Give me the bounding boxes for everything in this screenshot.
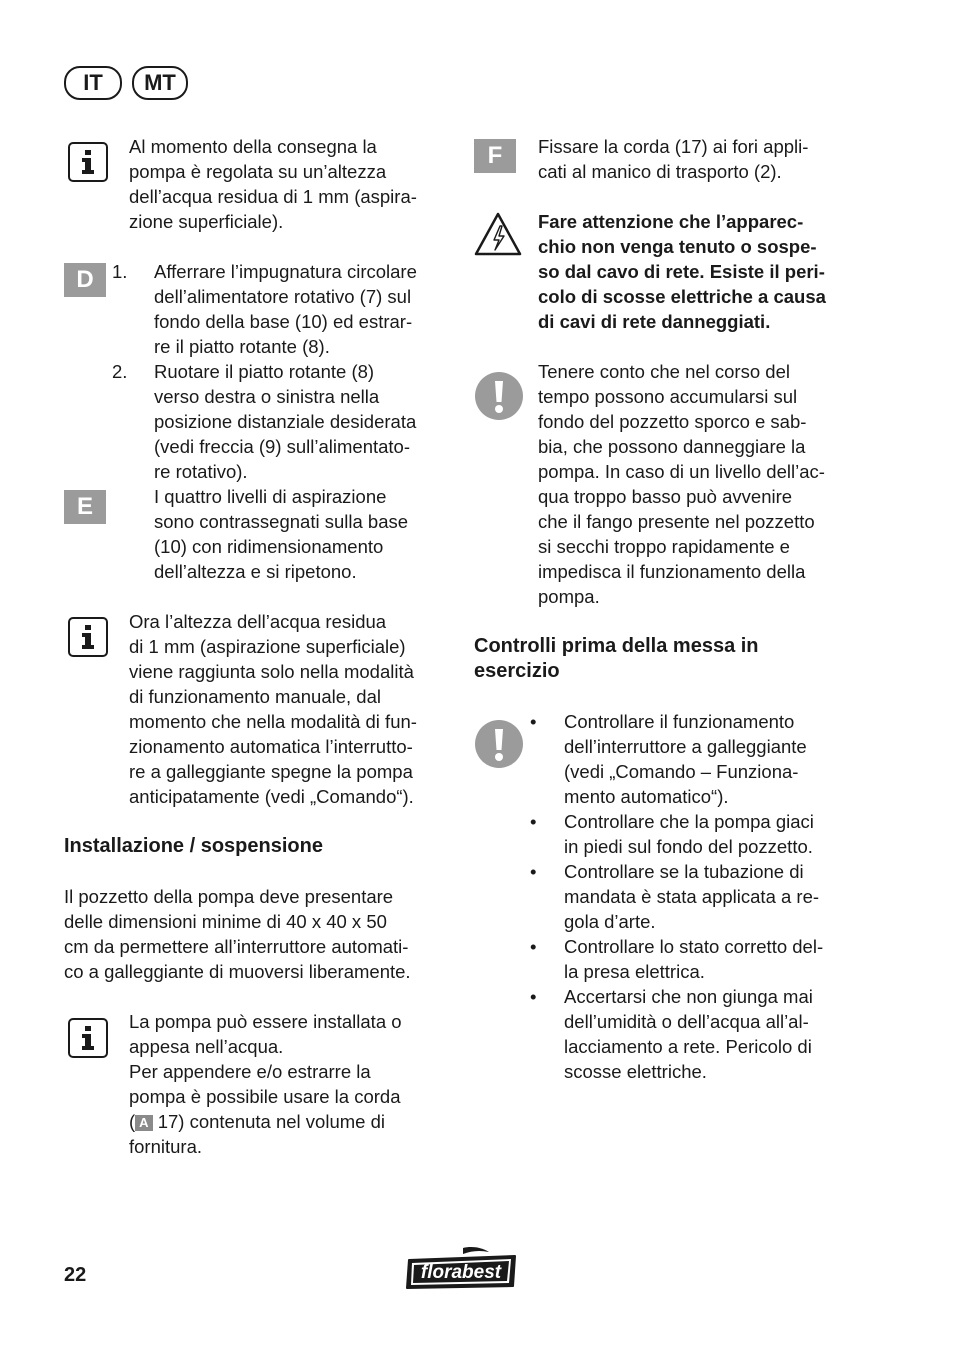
bullet: • [530, 986, 537, 1007]
page-number: 22 [64, 1264, 87, 1286]
figure-a-badge: A [135, 1115, 152, 1131]
list-item: Controllare il funzionamento dell’interruttore a galleggiante (vedi „Comando – Funziona- mento automatico“). [564, 711, 807, 807]
section-heading-installation: Installazione / sospensione [64, 835, 323, 857]
exclamation-icon [475, 720, 523, 768]
info-note-water-level: Ora l’altezza dell’acqua residua di 1 mm (aspirazione superficiale) viene raggiunta solo nella modalità di funzionamento manuale, dal momento che nella modalità di fun- zionamento automatica l’interrutto- re a galleggiante spegne la pompa anticipatamente (vedi „Comando“). [129, 611, 417, 807]
step-e-text: I quattro livelli di aspirazione sono contrassegnati sulla base (10) con ridimensionamento dell’altezza e si ripetono. [154, 486, 409, 582]
info-icon [68, 1018, 108, 1058]
step-label-f: F [474, 139, 516, 173]
info-note-hanging: La pompa può essere installata o appesa nell’acqua. Per appendere e/o estrarre la pompa è possibile usare la corda ( A 17) contenuta nel volume di fornitura. [129, 1011, 402, 1157]
step-label-e: E [64, 490, 106, 524]
step-number-1: 1. [112, 261, 128, 282]
bullet: • [530, 936, 537, 957]
step-number-2: 2. [112, 361, 128, 382]
info-note-delivery: Al momento della consegna la pompa è regolata su un’altezza dell’acqua residua di 1 mm (aspira- zione superficiale). [129, 136, 417, 232]
bullet: • [530, 811, 537, 832]
step-label-d: D [64, 263, 106, 297]
caution-text: Tenere conto che nel corso del tempo possono accumularsi sul fondo del pozzetto sporco e sab- bia, che possono danneggiare la pompa. In caso di un livello dell’ac- qua troppo basso può avvenire che il fango presente nel pozzetto si secchi troppo rapidamente e impedisca il funzionamento della pompa. [538, 361, 825, 607]
installation-paragraph: Il pozzetto della pompa deve presentare delle dimensioni minime di 40 x 40 x 50 cm da permettere all’interruttore automati- co a galleggiante di muoversi liberamente. [64, 886, 411, 982]
exclamation-icon [475, 372, 523, 420]
lang-badge-it: IT [64, 66, 122, 100]
electric-warning-text: Fare attenzione che l’apparec- chio non venga tenuto o sospe- so dal cavo di rete. Esiste il peri- colo di scosse elettriche a causa di cavi di rete danneggiati. [538, 211, 826, 332]
list-item: Controllare lo stato corretto del- la presa elettrica. [564, 936, 824, 982]
section-heading-checks: Controlli prima della messa in esercizio [474, 635, 759, 682]
list-item: Controllare se la tubazione di mandata è stata applicata a re- gola d’arte. [564, 861, 820, 932]
step-1-text: Afferrare l’impugnatura circolare dell’alimentatore rotativo (7) sul fondo della base (10) ed estrar- re il piatto rotante (8). [154, 261, 417, 357]
electric-warning-icon [473, 211, 523, 257]
list-item: Controllare che la pompa giaci in piedi sul fondo del pozzetto. [564, 811, 814, 857]
list-item: Accertarsi che non giunga mai dell’umidità o dell’acqua all’al- lacciamento a rete. Pericolo di scosse elettriche. [564, 986, 813, 1082]
info-icon [68, 142, 108, 182]
bullet: • [530, 711, 537, 732]
lang-badge-mt: MT [132, 66, 188, 100]
step-2-text: Ruotare il piatto rotante (8) verso destra o sinistra nella posizione distanziale desiderata (vedi freccia (9) sull’alimentato- re rotativo). [154, 361, 417, 482]
bullet: • [530, 861, 537, 882]
step-f-text: Fissare la corda (17) ai fori appli- cati al manico di trasporto (2). [538, 136, 809, 182]
info-icon [68, 617, 108, 657]
svg-text:florabest: florabest [420, 1262, 502, 1283]
florabest-logo [405, 1246, 519, 1290]
